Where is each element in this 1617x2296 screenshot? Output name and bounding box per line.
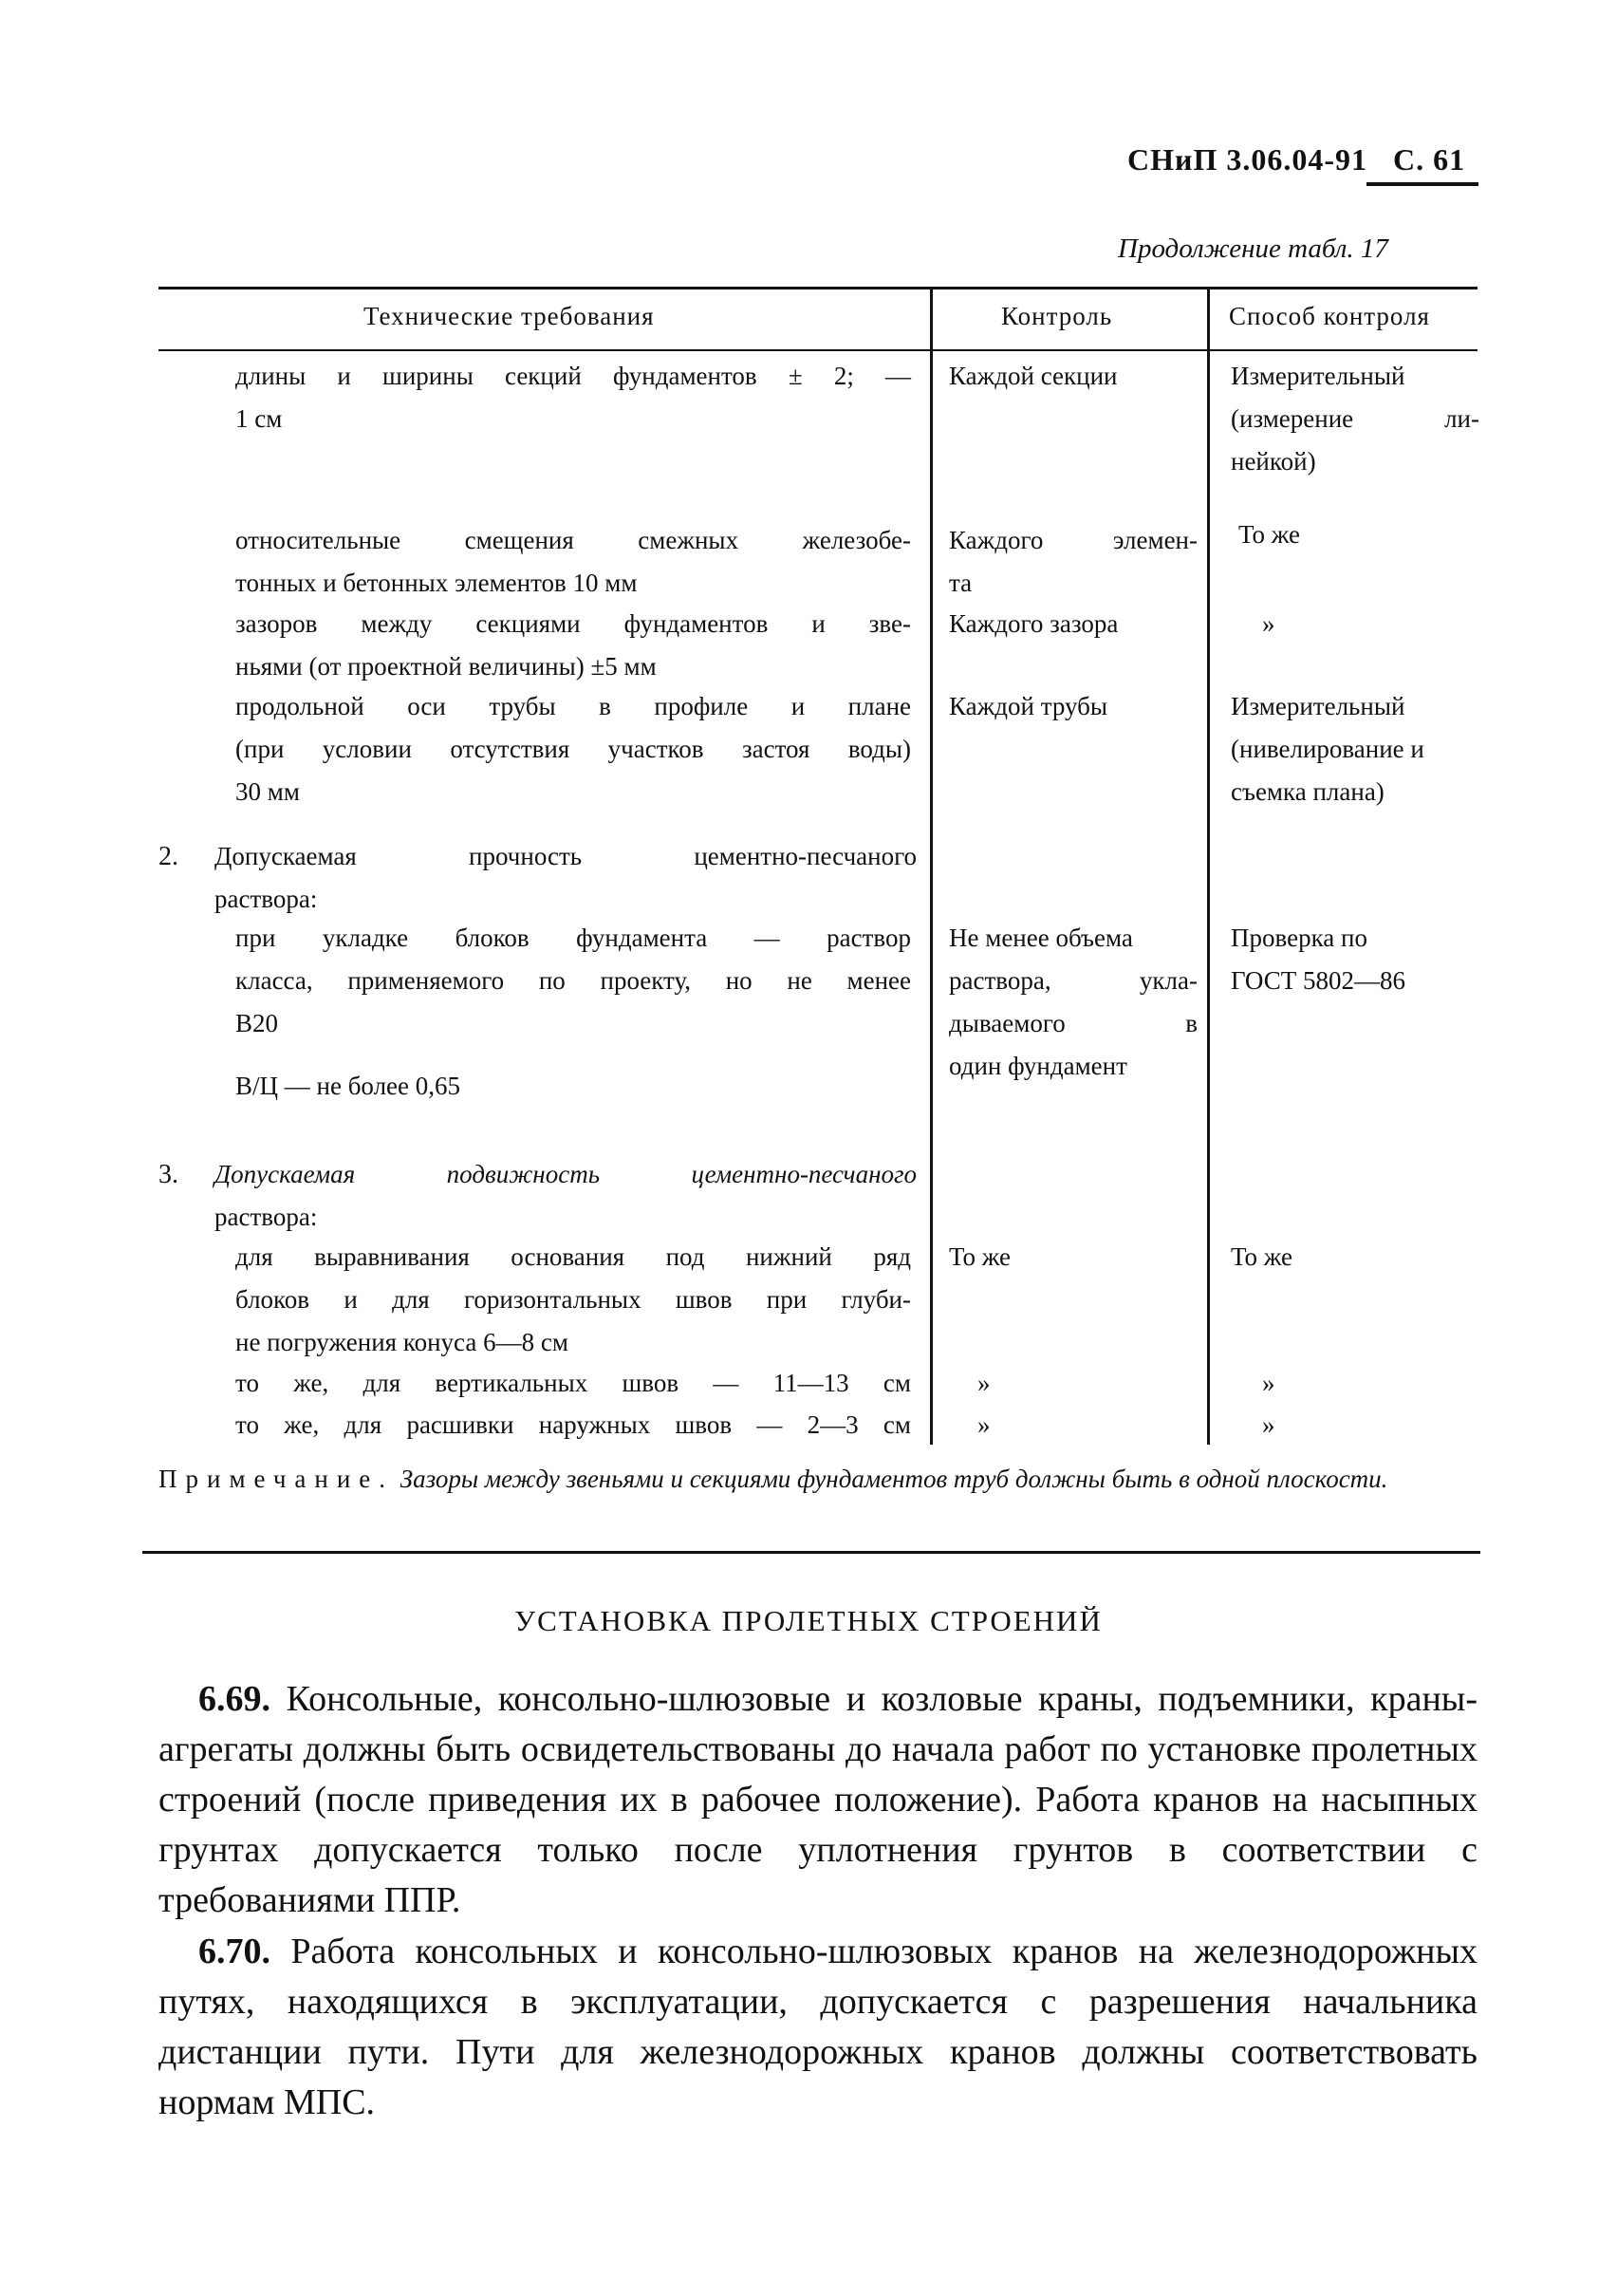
- section2-wc-ratio: В/Ц — не более 0,65: [235, 1072, 461, 1100]
- table-row: [235, 519, 911, 605]
- row1-req-line1: длины и ширины секций фундаментов ± 2; —: [235, 362, 911, 390]
- section3-title-line2: раствора:: [214, 1203, 318, 1231]
- row1-method-line3: нейкой): [1231, 447, 1316, 476]
- section2-title: [214, 835, 917, 921]
- table-row: [235, 355, 911, 440]
- row1-method: [1231, 355, 1479, 483]
- section3-req-line3: не погружения конуса 6—8 см: [235, 1328, 568, 1356]
- row2-control-line2: та: [949, 569, 973, 597]
- table-col-divider-2: [1207, 287, 1210, 1445]
- section2-req-line2: класса, применяемого по проекту, но не менее: [235, 966, 911, 995]
- doc-code: СНиП 3.06.04-91: [1127, 142, 1367, 177]
- table-header-method: Способ контроля: [1229, 302, 1430, 330]
- page-header: [1127, 142, 1465, 177]
- section3-method: То же: [1231, 1242, 1292, 1271]
- section-title: УСТАНОВКА ПРОЛЕТНЫХ СТРОЕНИЙ: [514, 1604, 1103, 1637]
- paragraph-6-70: [158, 1927, 1478, 2128]
- paragraph-6-69: [158, 1674, 1478, 1926]
- row2-req-line2: тонных и бетонных элементов 10 мм: [235, 569, 638, 597]
- row3-req-line2: ньями (от проектной величины) ±5 мм: [235, 652, 657, 681]
- section3-method-c: »: [1262, 1410, 1275, 1439]
- row4-method-line3: съемка плана): [1231, 777, 1385, 806]
- section2-control-line3: дываемого в: [949, 1009, 1198, 1037]
- row1-method-line1: Измерительный: [1231, 362, 1405, 390]
- table-col-divider-1: [930, 287, 933, 1445]
- section3-req-line2: блоков и для горизонтальных швов при глуби-: [235, 1285, 911, 1314]
- table-continuation-label: Продолжение табл. 17: [1118, 233, 1388, 264]
- section2-number: 2.: [158, 842, 178, 871]
- section3-req: [235, 1236, 911, 1364]
- row4-req-line3: 30 мм: [235, 777, 300, 806]
- section2-method: [1231, 917, 1405, 1002]
- row2-control-line1: Каждого элемен-: [949, 526, 1198, 554]
- section3-control-b: »: [977, 1369, 991, 1397]
- section3-method-b: »: [1262, 1369, 1275, 1397]
- row3-req-line1: зазоров между секциями фундаментов и зве-: [235, 609, 911, 638]
- row4-method: [1231, 685, 1424, 813]
- section3-control: То же: [949, 1242, 1011, 1271]
- section3-number: 3.: [158, 1160, 178, 1189]
- section2-control-line1: Не менее объема: [949, 924, 1133, 952]
- section3-control-c: »: [977, 1410, 991, 1439]
- paragraph-text: Консольные, консольно-шлюзовые и козловые краны, подъемники, краны-агрегаты должны быть освидетельствованы до начала работ по установке пролетных строений (после приведения их в рабочее положение). Работа кранов на насыпных грунтах допускается только после уплотнения грунтов в соответствии с требованиями ППР.: [158, 1679, 1478, 1920]
- table-header-control: Контроль: [1001, 302, 1113, 330]
- note-label: Примечание.: [158, 1465, 395, 1493]
- row1-control: Каждой секции: [949, 362, 1118, 390]
- row2-control: [949, 519, 1198, 605]
- section3-req-c: [235, 1404, 911, 1447]
- section2-req-line3: В20: [235, 1009, 279, 1037]
- paragraph-text: Работа консольных и консольно-шлюзовых кранов на железнодорожных путях, находящихся в эксплуатации, допускается с разрешения начальника дистанции пути. Пути для железнодорожных кранов должны соответствовать нормам МПС.: [158, 1932, 1478, 2122]
- section2-req-line1: при укладке блоков фундамента — раствор: [235, 924, 911, 952]
- row2-req-line1: относительные смещения смежных железобе-: [235, 526, 911, 554]
- section2-control-line4: один фундамент: [949, 1052, 1127, 1080]
- section2-method-line2: ГОСТ 5802—86: [1231, 966, 1406, 995]
- section3-title-line1: Допускаемая подвижность цементно-песчаного: [214, 1160, 917, 1188]
- row3-control: Каждого зазора: [949, 609, 1119, 638]
- page-number: С. 61: [1392, 142, 1466, 177]
- table-header-requirements: Технические требования: [363, 302, 655, 330]
- section2-method-line1: Проверка по: [1231, 924, 1367, 952]
- section3-req-c-line: то же, для расшивки наружных швов — 2—3 см: [235, 1410, 911, 1439]
- section3-title: [214, 1153, 917, 1239]
- paragraph-number: 6.70.: [198, 1932, 270, 1971]
- row1-req-line2: 1 см: [235, 404, 283, 433]
- section3-req-line1: для выравнивания основания под нижний ряд: [235, 1242, 911, 1271]
- row4-req-line2: (при условии отсутствия участков застоя воды): [235, 735, 911, 763]
- row4-method-line2: (нивелирование и: [1231, 735, 1424, 763]
- section2-control-line2: раствора, укла-: [949, 966, 1198, 995]
- note-text: Зазоры между звеньями и секциями фундаментов труб должны быть в одной плоскости.: [400, 1465, 1388, 1493]
- section3-req-b-line: то же, для вертикальных швов — 11—13 см: [235, 1369, 911, 1397]
- row4-method-line1: Измерительный: [1231, 692, 1405, 720]
- section2-control: [949, 917, 1198, 1088]
- section2-req: [235, 917, 911, 1045]
- section2-title-line1: Допускаемая прочность цементно-песчаного: [214, 842, 917, 870]
- header-rule: [1366, 182, 1478, 186]
- table-row: [235, 685, 911, 813]
- table-header-rule: [158, 349, 1478, 351]
- row2-method: То же: [1238, 520, 1300, 549]
- table-note: [158, 1458, 1478, 1500]
- table-row: [235, 603, 911, 688]
- paragraph-number: 6.69.: [198, 1679, 270, 1719]
- note-bottom-rule: [142, 1551, 1480, 1554]
- section2-title-line2: раствора:: [214, 885, 318, 913]
- table-top-rule: [158, 287, 1478, 289]
- section3-req-b: [235, 1362, 911, 1405]
- row3-method: »: [1262, 609, 1275, 638]
- row4-control: Каждой трубы: [949, 692, 1108, 720]
- row1-method-line2: (измерение ли-: [1231, 404, 1479, 433]
- row4-req-line1: продольной оси трубы в профиле и плане: [235, 692, 911, 720]
